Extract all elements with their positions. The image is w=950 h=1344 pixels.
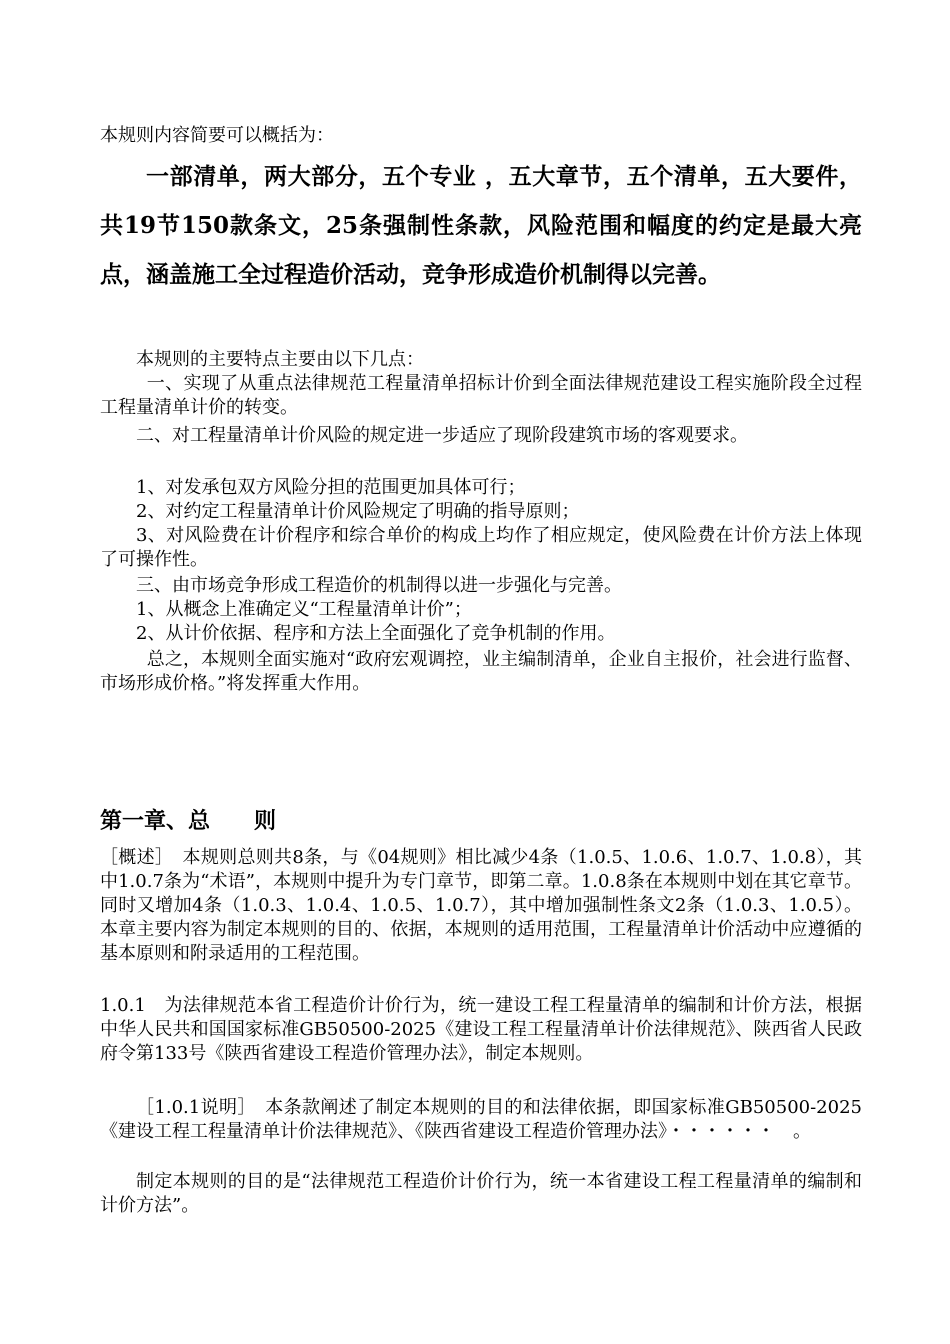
chapter-overview: ［概述］ 本规则总则共8条，与《04规则》相比减少4条（1.0.5、1.0.6、1.0.7、1.0.8），其中1.0.7条为“术语”，本规则中提升为专门章节，即第二章。1.0.8条在本规则中划在其它章节。同时又增加4条（1.0.3、1.0.4、1.0.5、1.0.7），其中增加强制性条文2条（1.0.3、1.0.5）。本章主要内容为制定本规则的目的、依据，本规则的适用范围，工程量清单计价活动中应遵循的基本原则和附录适用的工程范围。 xyxy=(100,847,862,964)
feature-item-3-1: 1、从概念上准确定义“工程量清单计价”； xyxy=(136,599,472,620)
feature-item-3: 三、由市场竞争形成工程造价的机制得以进一步强化与完善。 xyxy=(136,575,622,596)
summary-intro: 本规则内容简要可以概括为： xyxy=(100,125,334,146)
feature-item-2-3: 3、对风险费在计价程序和综合单价的构成上均作了相应规定，使风险费在计价方法上体现了可操作性。 xyxy=(100,525,862,570)
feature-item-3-2: 2、从计价依据、程序和方法上全面强化了竞争机制的作用。 xyxy=(136,623,616,644)
features-lead: 本规则的主要特点主要由以下几点： xyxy=(136,349,424,370)
clause-1-0-1-note: ［1.0.1说明］ 本条款阐述了制定本规则的目的和法律依据，即国家标准GB50500-2025《建设工程工程量清单计价法律规范》、《陕西省建设工程造价管理办法》・・・・・・ 。 xyxy=(100,1097,862,1142)
feature-item-2: 二、对工程量清单计价风险的规定进一步适应了现阶段建筑市场的客观要求。 xyxy=(136,425,748,446)
feature-item-2-1: 1、对发承包双方风险分担的范围更加具体可行； xyxy=(136,477,526,498)
feature-item-2-2: 2、对约定工程量清单计价风险规定了明确的指导原则； xyxy=(136,501,580,522)
chapter-heading: 第一章、总 则 xyxy=(100,808,277,834)
feature-item-1: 一、实现了从重点法律规范工程量清单招标计价到全面法律规范建设工程实施阶段全过程工程量清单计价的转变。 xyxy=(100,373,862,418)
clause-1-0-1: 1.0.1 为法律规范本省工程造价计价行为，统一建设工程工程量清单的编制和计价方法，根据中华人民共和国国家标准GB50500-2025《建设工程工程量清单计价法律规范》、陕西省人民政府令第133号《陕西省建设工程造价管理办法》，制定本规则。 xyxy=(100,995,862,1064)
summary-highlight: 一部清单，两大部分，五个专业 ，五大章节，五个清单，五大要件，共19节150款条文，25条强制性条款，风险范围和幅度的约定是最大亮点，涵盖施工全过程造价活动，竞争形成造价机制得以完善。 xyxy=(100,163,862,288)
purpose-statement: 制定本规则的目的是“法律规范工程造价计价行为，统一本省建设工程工程量清单的编制和计价方法”。 xyxy=(100,1171,862,1216)
features-conclusion: 总之，本规则全面实施对“政府宏观调控，业主编制清单，企业自主报价，社会进行监督、市场形成价格。”将发挥重大作用。 xyxy=(100,649,862,694)
